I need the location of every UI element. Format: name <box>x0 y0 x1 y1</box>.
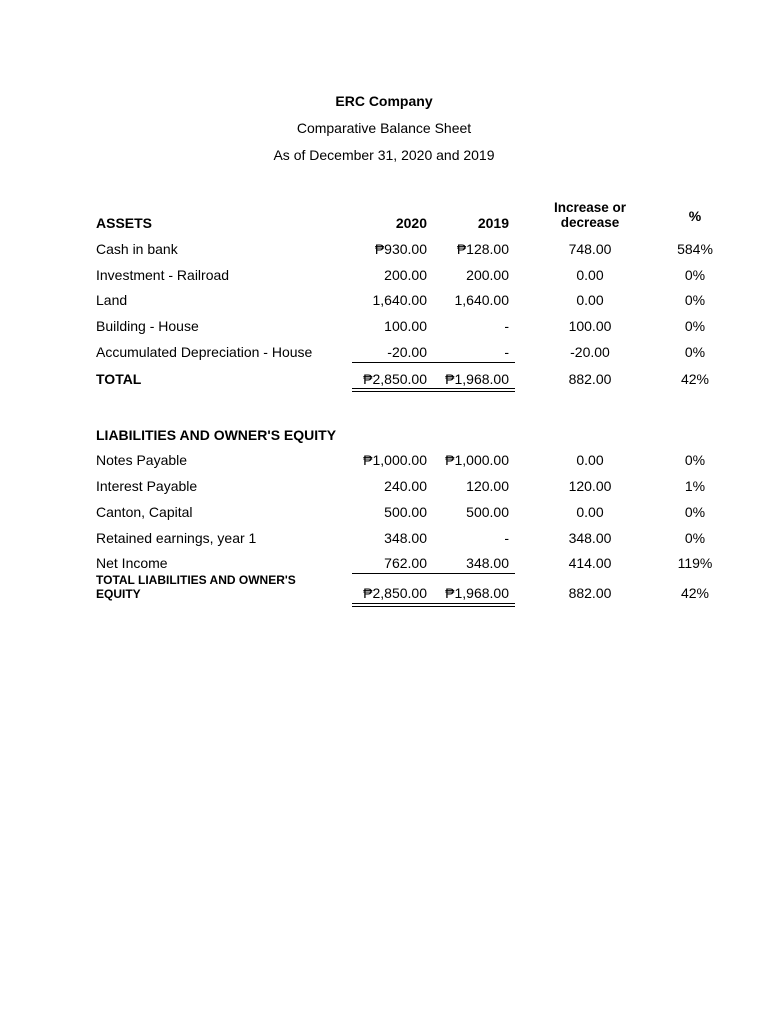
value-2019: - <box>504 318 509 334</box>
report-date: As of December 31, 2020 and 2019 <box>273 147 495 163</box>
total-label-line1: TOTAL LIABILITIES AND OWNER'S <box>96 573 296 587</box>
col-2019-header: 2019 <box>477 215 509 231</box>
value-2020: 500.00 <box>384 504 427 520</box>
total-change: 882.00 <box>568 585 612 601</box>
row-label: Building - House <box>96 318 199 334</box>
value-2019: 1,640.00 <box>454 292 509 308</box>
value-2020: 200.00 <box>384 267 427 283</box>
value-change: 748.00 <box>568 241 612 257</box>
liabilities-heading: LIABILITIES AND OWNER'S EQUITY <box>96 427 337 443</box>
subtotal-rule <box>352 362 515 363</box>
total-label: TOTAL <box>96 371 142 387</box>
total-2019: ₱1,968.00 <box>445 585 509 601</box>
row-label: Cash in bank <box>96 241 178 257</box>
total-pct: 42% <box>680 371 710 387</box>
value-2020: 348.00 <box>384 530 427 546</box>
col-increase-header: Increase or decrease <box>553 200 627 230</box>
value-2019: - <box>504 344 509 360</box>
value-change: 0.00 <box>576 452 604 468</box>
value-2019: ₱1,000.00 <box>445 452 509 468</box>
value-2020: -20.00 <box>387 344 427 360</box>
value-2020: 100.00 <box>384 318 427 334</box>
value-change: 120.00 <box>568 478 612 494</box>
value-pct: 119% <box>677 555 713 571</box>
subtotal-rule <box>352 573 515 574</box>
value-2020: 762.00 <box>384 555 427 571</box>
total-2020: ₱2,850.00 <box>363 371 427 387</box>
row-label: Investment - Railroad <box>96 267 230 283</box>
value-2019: 200.00 <box>466 267 509 283</box>
value-pct: 0% <box>684 292 706 308</box>
report-title: Comparative Balance Sheet <box>296 120 472 136</box>
value-pct: 0% <box>684 344 706 360</box>
value-pct: 0% <box>684 530 706 546</box>
value-2020: 1,640.00 <box>372 292 427 308</box>
value-2019: 500.00 <box>466 504 509 520</box>
row-label: Retained earnings, year 1 <box>96 530 257 546</box>
company-name: ERC Company <box>335 93 433 109</box>
total-2019: ₱1,968.00 <box>445 371 509 387</box>
row-label: Land <box>96 292 128 308</box>
row-label: Accumulated Depreciation - House <box>96 344 313 360</box>
total-label-line2: EQUITY <box>96 587 141 601</box>
value-2019: ₱128.00 <box>456 241 509 257</box>
assets-heading: ASSETS <box>96 215 153 231</box>
value-change: 100.00 <box>568 318 612 334</box>
row-label: Notes Payable <box>96 452 188 468</box>
value-2019: 120.00 <box>466 478 509 494</box>
value-change: 0.00 <box>576 267 604 283</box>
value-2020: ₱930.00 <box>374 241 427 257</box>
total-double-rule <box>352 603 515 607</box>
value-2020: ₱1,000.00 <box>363 452 427 468</box>
row-label: Interest Payable <box>96 478 198 494</box>
value-change: 0.00 <box>576 292 604 308</box>
value-change: 414.00 <box>568 555 612 571</box>
row-label: Canton, Capital <box>96 504 193 520</box>
value-pct: 0% <box>684 504 706 520</box>
col-pct-header: % <box>688 208 702 224</box>
value-2019: - <box>504 530 509 546</box>
total-change: 882.00 <box>568 371 612 387</box>
value-2019: 348.00 <box>466 555 509 571</box>
row-label: Net Income <box>96 555 168 571</box>
value-pct: 0% <box>684 318 706 334</box>
value-change: 348.00 <box>568 530 612 546</box>
total-2020: ₱2,850.00 <box>363 585 427 601</box>
value-pct: 1% <box>684 478 706 494</box>
total-double-rule <box>352 388 515 392</box>
value-change: 0.00 <box>576 504 604 520</box>
value-pct: 584% <box>677 241 713 257</box>
value-change: -20.00 <box>570 344 610 360</box>
value-2020: 240.00 <box>384 478 427 494</box>
col-2020-header: 2020 <box>395 215 427 231</box>
total-pct: 42% <box>680 585 710 601</box>
value-pct: 0% <box>684 267 706 283</box>
value-pct: 0% <box>684 452 706 468</box>
